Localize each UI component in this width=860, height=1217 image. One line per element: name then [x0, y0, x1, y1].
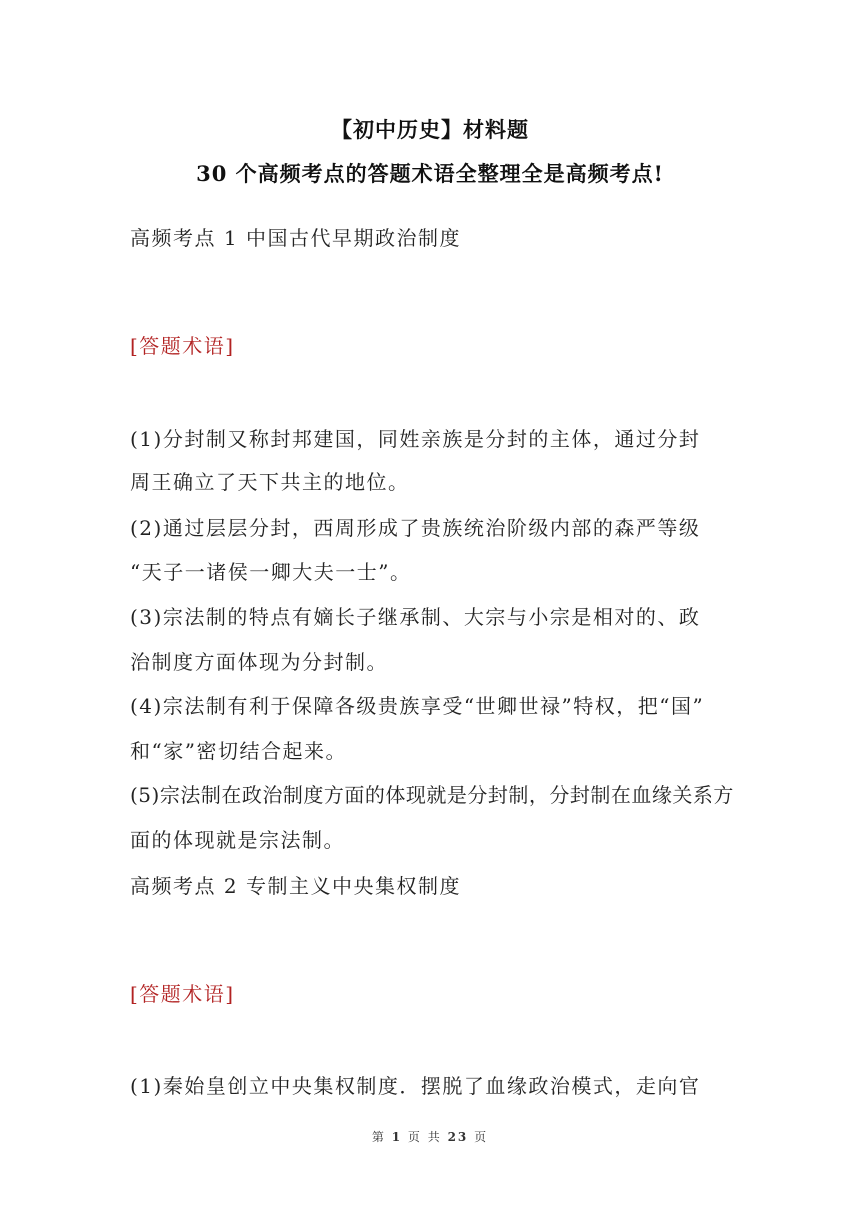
- paragraph-line: 周王确立了天下共主的地位。: [130, 470, 410, 494]
- section-heading-1: 高频考点 1 中国古代早期政治制度: [130, 226, 461, 250]
- footer-suffix: 页: [474, 1130, 489, 1144]
- answer-terms-label-2: [答题术语]: [130, 982, 235, 1006]
- paragraph-line: (3)宗法制的特点有嫡长子继承制、大宗与小宗是相对的、政: [130, 605, 701, 629]
- page-footer: [0, 1128, 860, 1145]
- current-page-number: 1: [391, 1130, 403, 1144]
- paragraph-line: 治制度方面体现为分封制。: [130, 650, 388, 674]
- footer-prefix: 第: [371, 1130, 386, 1144]
- paragraph-line: (1)分封制又称封邦建国，同姓亲族是分封的主体，通过分封: [130, 427, 701, 451]
- document-subtitle: 30 个高频考点的答题术语全整理全是高频考点!: [196, 161, 664, 186]
- paragraph-line: (5)宗法制在政治制度方面的体现就是分封制，分封制在血缘关系方: [130, 783, 734, 807]
- paragraph-line: “天子一诸侯一卿大夫一士”。: [130, 560, 412, 584]
- document-title: 【初中历史】材料题: [331, 117, 529, 142]
- answer-terms-label-1: [答题术语]: [130, 334, 235, 358]
- paragraph-line: (1)秦始皇创立中央集权制度．摆脱了血缘政治模式，走向官: [130, 1074, 701, 1098]
- paragraph-line: 面的体现就是宗法制。: [130, 828, 345, 852]
- paragraph-line: 和“家”密切结合起来。: [130, 739, 347, 763]
- footer-middle: 页 共: [407, 1130, 442, 1144]
- paragraph-line: (2)通过层层分封，西周形成了贵族统治阶级内部的森严等级: [130, 516, 701, 540]
- total-page-count: 23: [447, 1130, 469, 1144]
- section-heading-2: 高频考点 2 专制主义中央集权制度: [130, 874, 461, 898]
- paragraph-line: (4)宗法制有利于保障各级贵族享受“世卿世禄”特权，把“国”: [130, 694, 705, 718]
